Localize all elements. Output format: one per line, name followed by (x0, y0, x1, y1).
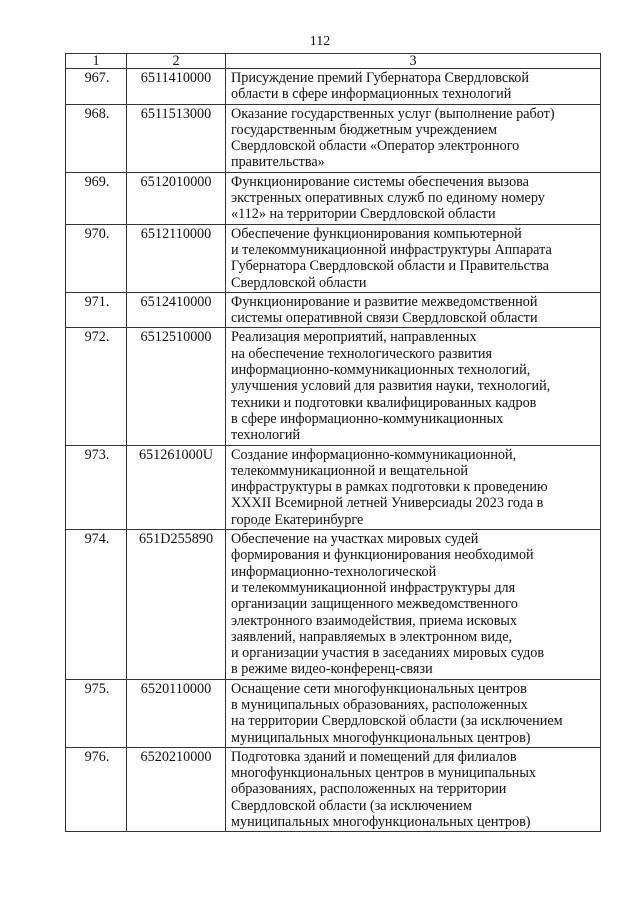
article-name (226, 445, 601, 529)
budget-code-table (65, 53, 601, 832)
page-number: 112 (309, 34, 331, 49)
row-number: 972. (66, 328, 127, 445)
article-name-line: инфраструктуры в рамках подготовки к проведению (231, 479, 548, 496)
target-article-code: 6520110000 (127, 679, 226, 747)
article-name-line: государственным бюджетным учреждением (231, 121, 497, 138)
article-name-line: организации защищенного межведомственного (231, 596, 518, 613)
article-name-line: городе Екатеринбурге (231, 511, 364, 528)
article-name-line: Обеспечение функционирования компьютерной (231, 225, 522, 242)
article-name (226, 292, 601, 328)
table-row (66, 445, 601, 529)
table-header (66, 54, 601, 69)
article-name-line: «112» на территории Свердловской области (231, 206, 496, 223)
article-name (226, 224, 601, 292)
article-name-line: Функционирование и развитие межведомственной (231, 293, 538, 310)
article-name-line: муниципальных многофункциональных центров) (231, 729, 531, 746)
article-name-line: Губернатора Свердловской области и Правительства (231, 258, 549, 275)
column-header-number: 1 (66, 54, 127, 69)
article-name-line: Свердловской области (231, 274, 367, 291)
article-name-line: Подготовка зданий и помещений для филиалов (231, 748, 517, 765)
article-name-line: технологий (231, 427, 301, 444)
article-name-line: многофункциональных центров в муниципальных (231, 765, 537, 782)
target-article-code: 6511513000 (127, 104, 226, 172)
table-row (66, 104, 601, 172)
article-name-line: области в сфере информационных технологий (231, 86, 512, 103)
target-article-code: 6512110000 (127, 224, 226, 292)
article-name-line: Свердловской области «Оператор электронного (231, 138, 520, 155)
article-name (226, 69, 601, 105)
article-name-line: XXXII Всемирной летней Универсиады 2023 года в (231, 495, 544, 512)
row-number: 968. (66, 104, 127, 172)
row-number: 967. (66, 69, 127, 105)
header-row (66, 54, 601, 69)
article-name (226, 172, 601, 224)
article-name-line: и телекоммуникационной инфраструктуры Аппарата (231, 241, 552, 258)
article-name-line: образованиях, расположенных на территории (231, 781, 507, 798)
target-article-code: 6512510000 (127, 328, 226, 445)
article-name-line: телекоммуникационной и вещательной (231, 462, 469, 479)
article-name-line: правительства» (231, 154, 325, 171)
article-name-line: Обеспечение на участках мировых судей (231, 531, 479, 548)
table-row (66, 530, 601, 680)
article-name-line: в сфере информационно-коммуникационных (231, 410, 504, 427)
article-name (226, 530, 601, 680)
target-article-code: 6512410000 (127, 292, 226, 328)
article-name-line: Оснащение сети многофункциональных центров (231, 680, 527, 697)
article-name-line: информационно-коммуникационных технологий, (231, 362, 531, 379)
target-article-code: 6512010000 (127, 172, 226, 224)
row-number: 976. (66, 747, 127, 831)
target-article-code: 651D255890 (127, 530, 226, 680)
row-number: 975. (66, 679, 127, 747)
column-header-name: 3 (226, 54, 601, 69)
article-name-line: заявлений, направляемых в электронном виде, (231, 628, 513, 645)
article-name-line: техники и подготовки квалифицированных кадров (231, 394, 537, 411)
article-name-line: и телекоммуникационной инфраструктуры для (231, 579, 516, 596)
article-name-line: экстренных оперативных служб по единому номеру (231, 190, 545, 207)
table-row (66, 679, 601, 747)
table-row (66, 172, 601, 224)
table-row (66, 328, 601, 445)
article-name (226, 328, 601, 445)
table-row (66, 69, 601, 105)
row-number: 969. (66, 172, 127, 224)
row-number: 973. (66, 445, 127, 529)
article-name-line: информационно-технологической (231, 563, 437, 580)
article-name-line: электронного взаимодействия, приема исковых (231, 612, 518, 629)
column-header-code: 2 (127, 54, 226, 69)
article-name-line: системы оперативной связи Свердловской области (231, 310, 538, 327)
table-body (66, 69, 601, 832)
article-name-line: Оказание государственных услуг (выполнение работ) (231, 105, 555, 122)
article-name-line: на территории Свердловской области (за исключением (231, 713, 563, 730)
row-number: 974. (66, 530, 127, 680)
target-article-code: 6511410000 (127, 69, 226, 105)
article-name (226, 104, 601, 172)
target-article-code: 6520210000 (127, 747, 226, 831)
article-name-line: в муниципальных образованиях, расположенных (231, 696, 528, 713)
article-name-line: Реализация мероприятий, направленных (231, 329, 477, 346)
article-name-line: улучшения условий для развития науки, технологий, (231, 378, 551, 395)
article-name-line: Присуждение премий Губернатора Свердловской (231, 70, 529, 86)
article-name-line: формирования и функционирования необходимой (231, 547, 534, 564)
article-name-line: на обеспечение технологического развития (231, 345, 493, 362)
target-article-code: 651261000U (127, 445, 226, 529)
article-name-line: Создание информационно-коммуникационной, (231, 446, 517, 463)
article-name (226, 679, 601, 747)
row-number: 971. (66, 292, 127, 328)
table-row (66, 292, 601, 328)
article-name-line: Функционирование системы обеспечения вызова (231, 173, 529, 190)
row-number: 970. (66, 224, 127, 292)
article-name (226, 747, 601, 831)
article-name-line: муниципальных многофункциональных центров) (231, 814, 531, 831)
article-name-line: и организации участия в заседаниях мировых судов (231, 645, 545, 662)
article-name-line: в режиме видео-конференц-связи (231, 661, 433, 678)
article-name-line: Свердловской области (за исключением (231, 797, 472, 814)
table-row (66, 224, 601, 292)
table-row (66, 747, 601, 831)
